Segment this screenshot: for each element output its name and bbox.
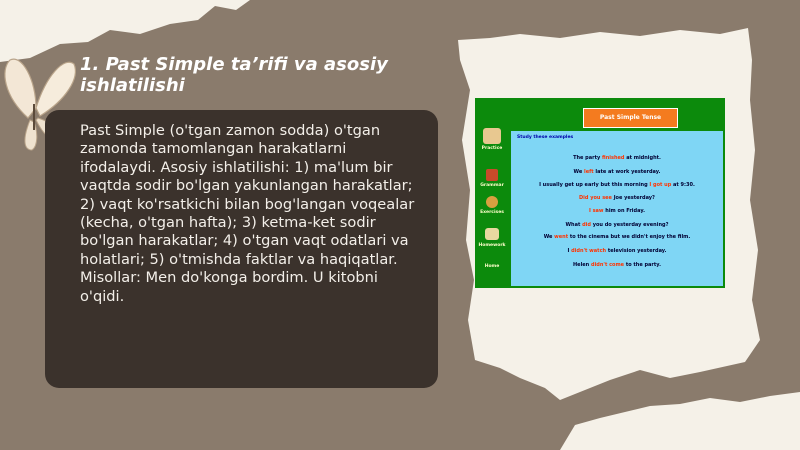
torn-paper-top-left <box>0 0 250 62</box>
screenshot-banner: Past Simple Tense <box>583 108 678 128</box>
example-line: I usually get up early but this morning I got up at 9:30. <box>539 182 695 188</box>
example-line: I saw him on Friday. <box>588 208 646 214</box>
example-line: The party finished at midnight. <box>573 155 661 161</box>
books-icon <box>486 169 498 181</box>
example-line: What did you do yesterday evening? <box>565 222 669 228</box>
example-line: Did you see Joe yesterday? <box>579 195 655 201</box>
screenshot-heading: Study these examples <box>517 135 574 140</box>
slide-title: 1. Past Simple ta’rifi va asosiy ishlatilishi <box>80 54 388 96</box>
practice-icon <box>483 128 501 144</box>
nav-home: Home <box>484 264 500 269</box>
embedded-screenshot <box>475 98 725 288</box>
globe-icon <box>486 196 498 208</box>
example-line: Helen didn't come to the party. <box>573 262 661 268</box>
torn-paper-bottom-right <box>560 392 800 450</box>
body-text: Past Simple (o'tgan zamon sodda) o'tgan zamonda tamomlangan harakatlarni ifodalaydi. Asosiy ishlatilishi: 1) ma'lum bir vaqtda sodir bo'lgan yakunlangan harakatlar; 2) vaqt ko'rsatkichi bilan bog'langan voqealar (kecha, o'tgan hafta); 3) ketma-ket sodir bo'lgan harakatlar; 4) o'tgan vaqt odatlari va holatlari; 5) o'tmishda faktlar va haqiqatlar. Misollar: Men do'konga bordim. U kitobni o'qidi. <box>80 122 415 305</box>
nav-practice: Practice <box>481 146 503 151</box>
nav-exercises: Exercises <box>480 210 504 215</box>
nav-grammar: Grammar <box>480 183 504 188</box>
example-line: I didn't watch television yesterday. <box>567 248 667 254</box>
example-line: We left late at work yesterday. <box>573 169 661 175</box>
screenshot-sidebar <box>475 126 509 288</box>
nav-homework: Homework <box>478 243 506 248</box>
reading-icon <box>485 228 499 240</box>
example-line: We went to the cinema but we didn't enjoy the film. <box>543 234 691 240</box>
